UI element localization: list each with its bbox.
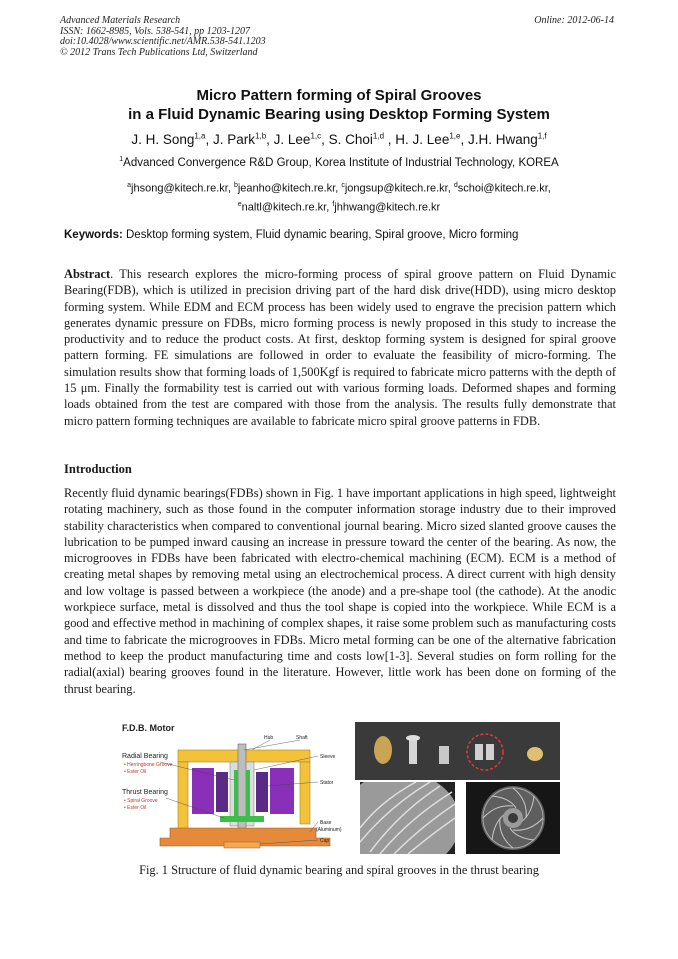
label-thrust-bearing: Thrust Bearing <box>122 789 168 796</box>
thrust-oil <box>220 816 264 822</box>
doi-line: doi:10.4028/www.scientific.net/AMR.538-541.1203 <box>60 36 266 47</box>
label-shaft: Shaft <box>296 735 308 741</box>
label-cap: Cap <box>320 838 330 844</box>
email-link[interactable]: naltl@kitech.re.kr, <box>241 201 333 214</box>
keywords-label: Keywords: <box>64 229 123 241</box>
figure-1 <box>120 720 560 854</box>
journal-name: Advanced Materials Research <box>60 15 181 26</box>
keywords-text: Desktop forming system, Fluid dynamic bearing, Spiral groove, Micro forming <box>122 229 519 241</box>
figure-caption: Fig. 1 Structure of fluid dynamic bearing and spiral grooves in the thrust bearing <box>139 863 539 877</box>
magnet-right <box>270 768 294 814</box>
oil-left <box>234 770 238 820</box>
introduction-heading: Introduction <box>64 462 132 476</box>
author: J. Lee$^{1,c}$, <box>273 131 329 147</box>
keywords <box>64 229 624 241</box>
author: S. Choi$^{1,d}$ , <box>328 131 396 147</box>
spiral-groove-closeup <box>360 782 455 854</box>
abstract-text: . This research explores the micro-forming process of spiral groove pattern on Fluid Dynamic Bearing(FDB), which is utilized in precision driving part of the hard disk drive(HDD), using micro desktop forming system. While EDM and ECM process has been widely used to engrave the precision pattern which generates dynamic pressure on FDBs, micro forming process is newly proposed in this study to increase the productivity and to reduce the product costs. At first, desktop forming system is designed for spiral groove pattern forming. FE simulations are followed in order to evaluate the feasibility of micro-forming. The simulation results show that forming loads of 1,500Kgf is required to fabricate micro patterns with the depth of 15 μm. Finally the formability test is carried out with various forming loads. Deformed shapes and forming loads obtained from the test are compared with those from the analysis. The results fully demonstrate that micro pattern forming techniques are available to fabricate micro spiral groove patterns in FDB. <box>64 267 616 428</box>
email-link[interactable]: jeanho@kitech.re.kr, <box>237 182 342 195</box>
email-link[interactable]: schoi@kitech.re.kr, <box>457 182 551 195</box>
email-link[interactable]: jongsup@kitech.re.kr, <box>344 182 454 195</box>
label-sleeve: Sleeve <box>320 754 336 760</box>
email-link[interactable]: jhhwang@kitech.re.kr <box>334 201 441 214</box>
issn-line: ISSN: 1662-8985, Vols. 538-541, pp 1203-1207 <box>60 25 250 37</box>
diagram-title: F.D.B. Motor <box>122 723 175 733</box>
fdb-motor-drawing <box>120 720 346 854</box>
copyright-line: © 2012 Trans Tech Publications Ltd, Switzerland <box>60 46 258 58</box>
spiral-groove-pattern-image <box>466 782 560 854</box>
author: J. H. Song$^{1,a}$, <box>131 131 213 147</box>
bearing-parts-photo <box>355 722 560 780</box>
email-link[interactable]: jhsong@kitech.re.kr, <box>131 182 234 195</box>
label-spiral-groove: • Spiral Groove <box>124 798 158 804</box>
hub-right-wall <box>300 762 310 824</box>
spiral-groove-closeup-image <box>360 782 455 854</box>
label-base: Base <box>320 820 332 826</box>
label-ester-oil-2: • Ester Oil <box>124 805 147 811</box>
cap <box>224 842 260 848</box>
shaft-part <box>409 738 417 764</box>
label-herringbone: • Herringbone Groove <box>124 762 173 768</box>
bearing-parts-image <box>355 722 560 780</box>
spiral-groove-pattern <box>466 782 560 854</box>
author-list <box>0 131 678 147</box>
affiliation: $^1$Advanced Convergence R&D Group, Korea Institute of Industrial Technology, KOREA <box>119 156 559 169</box>
disc-part <box>527 747 543 761</box>
online-date: Online: 2012-06-14 <box>534 15 614 26</box>
hub-left-wall <box>178 762 188 832</box>
label-stator: Stator <box>320 780 334 786</box>
magnet-left <box>192 768 214 814</box>
fdb-motor-diagram <box>120 720 346 854</box>
sleeve-part <box>374 736 392 764</box>
label-aluminum: (Aluminum) <box>316 827 342 833</box>
introduction-text: Recently fluid dynamic bearings(FDBs) shown in Fig. 1 have important applications in high speed, lightweight rotating machinery, such as those found in the computer information storage industry due to their improved stability characteristics when compared to conventional journal bearing. Micro sized slanted groove causes the lubrication to be pumped inward causing an increase in pressure toward the center of the bearing. As now, the microgrooves in FDBs have been fabricated with electro-chemical machining (ECM). ECM is a method of creating metal shapes by removing metal using an electrochemical process. A direct current with high density and low voltage is passed between a workpiece (the anode) and a pre-shape tool (the cathode). At the anodic workpiece surface, metal is dissolved and thus the tool shape is copied into the workpiece. While ECM is a good and effective method in machining of complex shapes, it raise some problem such as manufacturing costs and time to fabricate the microgrooves in FDBs. Micro metal forming can be one of the alternative fabrication method to keep the product manufacturing time and costs low[1-3]. Several studies on form rolling for the radial(axial) bearing grooves found in the literature. However, little work has been done on forming of the thrust bearing. <box>64 486 616 696</box>
title-line-2: in a Fluid Dynamic Bearing using Desktop Forming System <box>128 106 550 123</box>
stator-right <box>256 772 268 812</box>
label-hub: Hub <box>264 735 274 741</box>
author-emails: $^a$jhsong@kitech.re.kr, $^b$jeanho@kitech.re.kr, $^c$jongsup@kitech.re.kr, $^d$schoi@kitech.re.kr, $^e$naltl@kitech.re.kr, $^f$jhhwang@kitech.re.kr <box>127 182 551 214</box>
pin-part <box>439 746 449 764</box>
journal-header <box>60 16 266 58</box>
abstract-label: Abstract <box>64 267 111 281</box>
author: J. Park$^{1,b}$, <box>213 131 274 147</box>
oil-right <box>246 770 250 820</box>
paper-title <box>0 86 678 124</box>
abstract <box>64 266 616 429</box>
title-line-1: Micro Pattern forming of Spiral Grooves <box>196 87 482 104</box>
label-ester-oil-1: • Ester Oil <box>124 769 147 775</box>
author: J.H. Hwang$^{1,f}$ <box>467 131 547 147</box>
label-radial-bearing: Radial Bearing <box>122 753 168 760</box>
author: H. J. Lee$^{1,e}$, <box>395 131 468 147</box>
